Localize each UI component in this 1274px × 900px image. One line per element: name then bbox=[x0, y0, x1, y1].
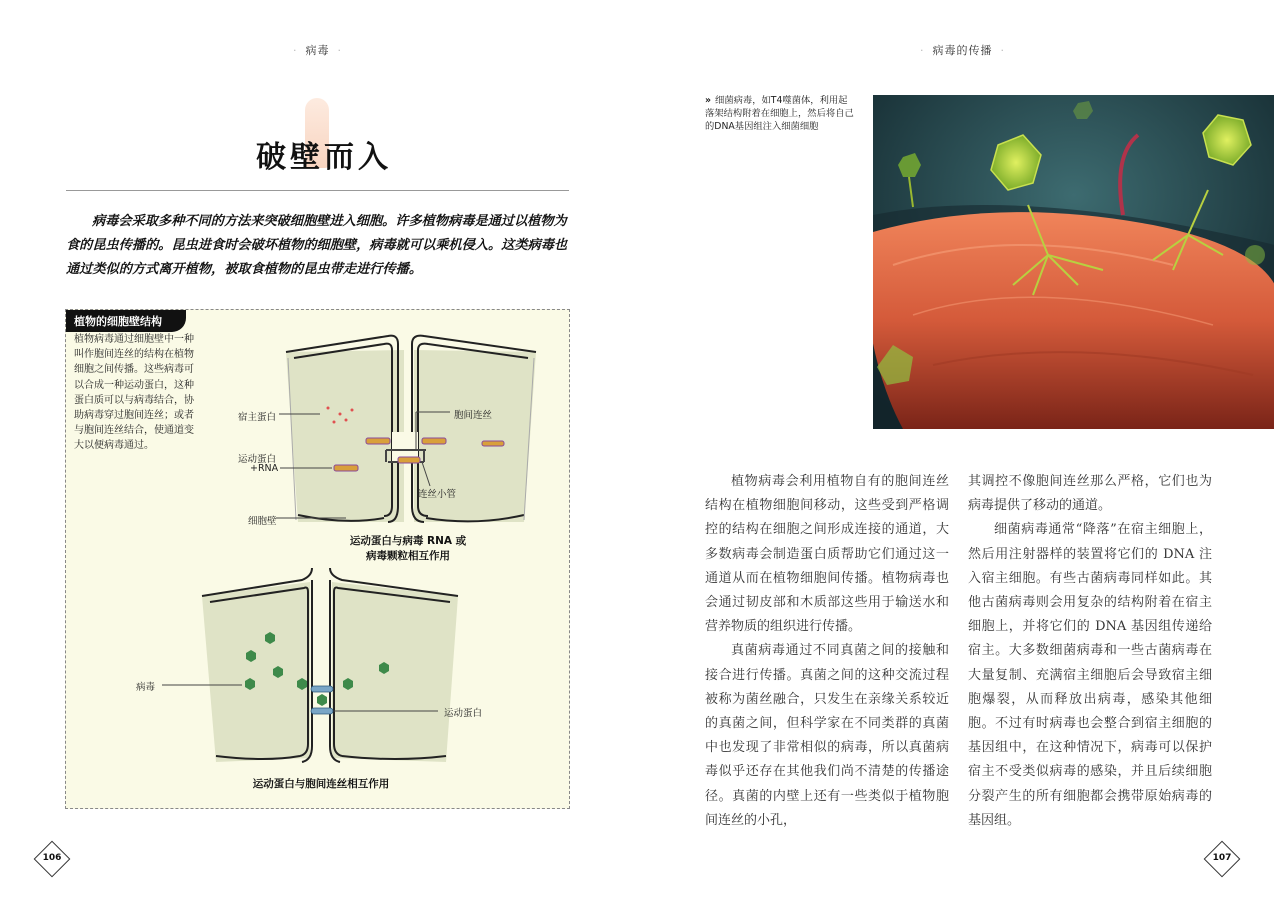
paragraph-continued: 其调控不像胞间连丝那么严格，它们也为病毒提供了移动的通道。 bbox=[968, 474, 1212, 514]
running-header-right: · 病毒的传播 · bbox=[912, 42, 1013, 58]
panel-description: 植物病毒通过细胞壁中一种叫作胞间连丝的结构在植物细胞之间传播。这些病毒可以合成一种运动蛋白，这种蛋白质可以与病毒结合，协助病毒穿过胞间连丝；或者与胞间连丝结合，使通道变大以便病毒通过。 bbox=[74, 334, 194, 452]
page-number-right: 107 bbox=[1212, 853, 1232, 863]
diagram-1-caption-line-1: 运动蛋白与病毒 RNA 或 bbox=[349, 535, 467, 547]
diagram-1-cells bbox=[276, 336, 536, 522]
cell-wall-diagram-panel bbox=[65, 309, 570, 809]
body-column-2 bbox=[968, 470, 1212, 833]
label-plasmodesma: 胞间连丝 bbox=[454, 410, 493, 421]
panel-title: 植物的细胞壁结构 bbox=[66, 310, 186, 332]
label-tubule: 连丝小管 bbox=[418, 489, 457, 500]
plasmodesma-diagram bbox=[66, 310, 571, 810]
photo-caption-text: 细菌病毒，如T4噬菌体，利用起落架结构附着在细胞上，然后将自己的DNA基因组注入细菌细胞 bbox=[705, 95, 854, 132]
paragraph-fungal-virus: 真菌病毒通过不同真菌之间的接触和接合进行传播。真菌之间的这种交流过程被称为菌丝融合，只发生在亲缘关系较近的真菌之间，但科学家在不同类群的真菌中也发现了非常相似的病毒，所以真菌病毒似乎还存在其他我们尚不清楚的传播途径。真菌的内壁上还有一些类似于植物胞间连丝的小孔， bbox=[705, 643, 949, 828]
label-movement-protein: 运动蛋白 bbox=[238, 454, 277, 465]
body-column-1 bbox=[705, 470, 949, 833]
label-virus: 病毒 bbox=[136, 682, 156, 693]
paragraph-plant-virus: 植物病毒会利用植物自有的胞间连丝结构在植物细胞间移动，这些受到严格调控的结构在细胞之间形成连接的通道，大多数病毒会制造蛋白质帮助它们通过这一通道从而在植物细胞间传播。植物病毒也会通过韧皮部和木质部这些用于输送水和营养物质的组织进行传播。 bbox=[705, 474, 949, 635]
title-rule bbox=[66, 190, 569, 191]
bacteriophage-image bbox=[873, 95, 1274, 429]
intro-paragraph: 病毒会采取多种不同的方法来突破细胞壁进入细胞。许多植物病毒是通过以植物为食的昆虫传播的。昆虫进食时会破坏植物的细胞壁，病毒就可以乘机侵入。这类病毒也通过类似的方式离开植物，被取食植物的昆虫带走进行传播。 bbox=[66, 214, 568, 277]
diagram-2-cells bbox=[162, 568, 458, 762]
diagram-1-caption-line-2: 病毒颗粒相互作用 bbox=[366, 550, 450, 562]
label-cell-wall: 细胞壁 bbox=[248, 516, 277, 527]
page-number-left: 106 bbox=[42, 853, 62, 863]
running-header-left: · 病毒 · bbox=[285, 42, 350, 58]
diagram-2-caption: 运动蛋白与胞间连丝相互作用 bbox=[252, 778, 390, 790]
photo-caption bbox=[705, 94, 855, 133]
caption-marker: » bbox=[705, 95, 712, 106]
paragraph-bacterial-virus: 细菌病毒通常“降落”在宿主细胞上，然后用注射器样的装置将它们的 DNA 注入宿主细胞。有些古菌病毒同样如此。其他古菌病毒则会用复杂的结构附着在宿主细胞上，并将它们的 DNA 基因组传递给宿主。大多数细菌病毒和一些古菌病毒在大量复制、充满宿主细胞后会导致宿主细胞爆裂，从而释放出病毒，感染其他细胞。不过有时病毒也会整合到宿主细胞的基因组中，在这种情况下，病毒可以保护宿主不受类似病毒的感染，并且后续细胞分裂产生的所有细胞都会携带原始病毒的基因组。 bbox=[968, 522, 1212, 828]
page-title: 破壁而入 bbox=[256, 140, 392, 175]
label-rna: +RNA bbox=[250, 463, 279, 474]
label-host-protein: 宿主蛋白 bbox=[238, 412, 277, 423]
label-movement-protein-2: 运动蛋白 bbox=[444, 708, 483, 719]
